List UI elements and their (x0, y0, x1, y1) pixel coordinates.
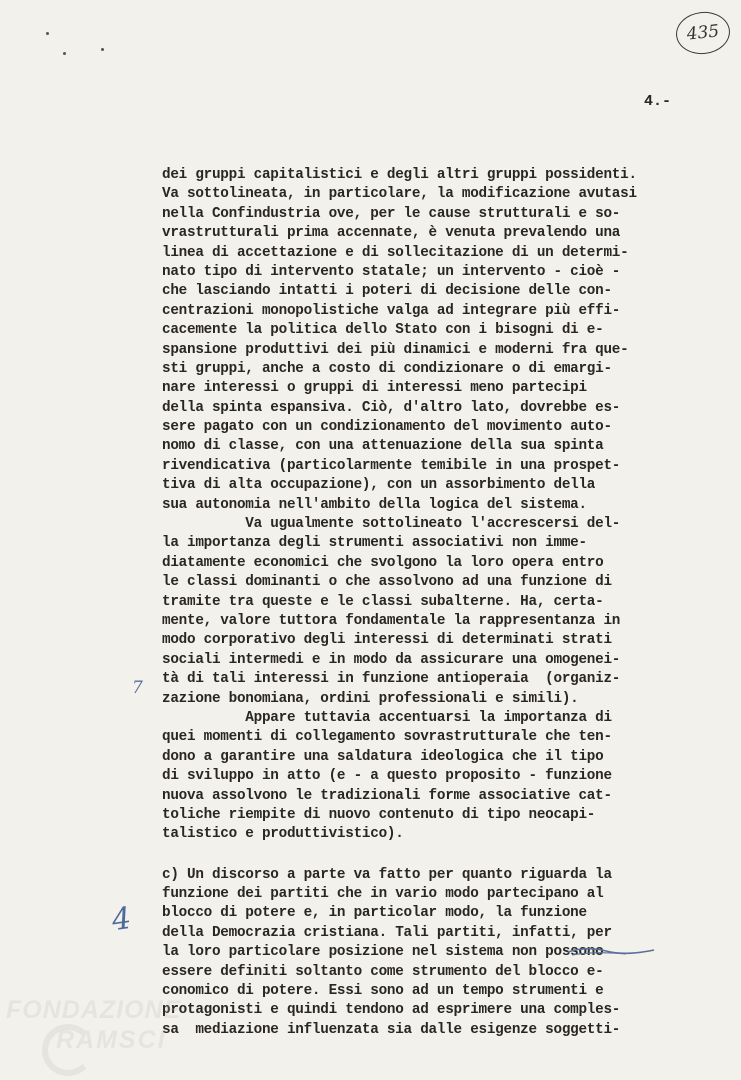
text-line: nella Confindustria ove, per le cause strutturali e so- (162, 205, 621, 222)
text-line: dei gruppi capitalistici e degli altri gruppi possidenti. (162, 167, 637, 183)
text-line: protagonisti e quindi tendono ad esprimere una comples- (162, 1002, 621, 1019)
text-line: la loro particolare posizione nel sistema non possono (162, 944, 604, 961)
text-line: nomo di classe, con una attenuazione della sua spinta (162, 438, 604, 455)
text-line: di sviluppo in atto (e - a questo proposito - funzione (162, 768, 612, 785)
text-line: nare interessi o gruppi di interessi meno partecipi (162, 380, 587, 397)
text-line: tramite tra queste e le classi subalterne. Ha, certa- (162, 593, 604, 610)
text-line: centrazioni monopolistiche valga ad integrare più effi- (162, 302, 621, 319)
text-line: spansione produttivi dei più dinamici e moderni fra que- (162, 341, 629, 358)
text-line: nuova assolvono le tradizionali forme associative cat- (162, 787, 612, 804)
scan-speck (63, 52, 66, 55)
text-line: dono a garantire una saldatura ideologica che il tipo (162, 748, 604, 765)
text-line: talistico e produttivistico). (162, 826, 404, 843)
text-line: sociali intermedi e in modo da assicurare una omogenei- (162, 651, 621, 668)
text-line: toliche riempite di nuovo contenuto di tipo neocapi- (162, 806, 596, 823)
archive-number-stamp: 435 (674, 9, 732, 56)
text-line: Va ugualmente sottolineato l'accrescersi del- (162, 516, 621, 533)
margin-pencil-mark: 7 (132, 678, 143, 698)
text-line: sa mediazione influenzata sia dalle esigenze soggetti- (162, 1021, 621, 1038)
text-line: essere definiti soltanto come strumento del blocco e- (162, 963, 604, 980)
text-line: quei momenti di collegamento sovrastrutturale che ten- (162, 729, 612, 746)
text-line: sere pagato con un condizionamento del movimento auto- (162, 419, 612, 436)
text-line: diatamente economici che svolgono la loro opera entro (162, 554, 604, 571)
scan-speck (101, 48, 104, 51)
text-line: rivendicativa (particolarmente temibile in una prospet- (162, 457, 621, 474)
text-line: che lasciando intatti i poteri di decisione delle con- (162, 283, 612, 300)
text-line: sua autonomia nell'ambito della logica del sistema. (162, 496, 587, 513)
text-line: della spinta espansiva. Ciò, d'altro lato, dovrebbe es- (162, 399, 621, 416)
text-line: tiva di alta occupazione), con un assorbimento della (162, 477, 596, 494)
text-line: nato tipo di intervento statale; un intervento - cioè - (162, 263, 621, 280)
typed-body-text (162, 166, 662, 1040)
text-line: mente, valore tuttora fondamentale la rappresentanza in (162, 612, 621, 629)
foundation-watermark-logo: FONDAZIONE RAMSCI (6, 996, 206, 1076)
text-line: vrastrutturali prima accennate, è venuta prevalendo una (162, 225, 621, 242)
text-line: zazione bonomiana, ordini professionali e simili). (162, 690, 579, 707)
text-line: cacemente la politica dello Stato con i bisogni di e- (162, 322, 604, 339)
text-line: le classi dominanti o che assolvono ad una funzione di (162, 574, 612, 591)
margin-pencil-mark: 4 (109, 900, 134, 939)
pencil-underline (566, 942, 656, 958)
scan-speck (46, 32, 49, 35)
text-line: funzione dei partiti che in vario modo partecipano al (162, 886, 604, 903)
text-line: Appare tuttavia accentuarsi la importanza di (162, 709, 612, 726)
text-line: blocco di potere e, in particolar modo, la funzione (162, 905, 587, 922)
text-line: sti gruppi, anche a costo di condizionare o di emargi- (162, 360, 612, 377)
text-line: tà di tali interessi in funzione antioperaia (organiz- (162, 671, 621, 688)
text-line: Va sottolineata, in particolare, la modificazione avutasi (162, 186, 637, 203)
text-line: modo corporativo degli interessi di determinati strati (162, 632, 612, 649)
text-line: della Democrazia cristiana. Tali partiti, infatti, per (162, 924, 612, 941)
page-number: 4.- (644, 93, 672, 110)
text-line: conomico di potere. Essi sono ad un tempo strumenti e (162, 983, 604, 1000)
text-line: la importanza degli strumenti associativi non imme- (162, 535, 587, 552)
text-line: linea di accettazione e di sollecitazione di un determi- (162, 244, 629, 261)
text-line: c) Un discorso a parte va fatto per quanto riguarda la (162, 866, 612, 883)
